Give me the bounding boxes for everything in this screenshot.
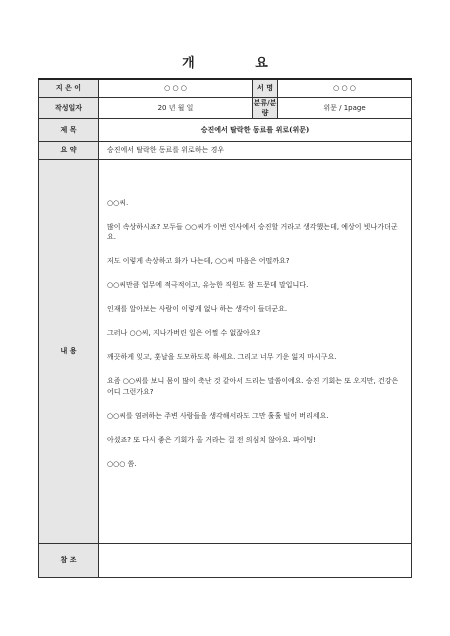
content-paragraph: 깨끗하게 잊고, 훗날을 도모하도록 하세요. 그리고 너무 기운 잃지 마시구요. [107, 353, 337, 361]
reference-value [99, 543, 412, 577]
author-row [39, 79, 412, 97]
content-paragraph: 많이 속상하시죠? 모두들 ○○씨가 이번 인사에서 승진할 거라고 생각했는데, 예상이 빗나가더군요. [107, 222, 398, 241]
content-body [99, 159, 412, 543]
date-label: 작성일자 [39, 97, 99, 118]
content-paragraph: ○○씨만큼 업무에 적극적이고, 유능한 직원도 참 드문데 말입니다. [107, 281, 309, 289]
author-label: 지 은 이 [39, 79, 99, 97]
content-paragraph: 그러나 ○○씨, 지나가버린 일은 어쩔 수 없잖아요? [107, 329, 261, 337]
date-value: 20 년 월 일 [99, 97, 253, 118]
category-label: 분류/분량 [253, 98, 277, 117]
summary-row [39, 141, 412, 159]
reviewer-value: ○ ○ ○ [278, 79, 412, 97]
reference-row [39, 543, 412, 577]
content-paragraph: 요즘 ○○씨를 보니 몸이 많이 축난 것 같아서 드리는 말씀이에요. 승진 기회는 또 오지만, 건강은 어디 그런가요? [107, 377, 399, 396]
content-paragraph: ○○씨를 염려하는 주변 사람들을 생각해서라도 그만 훌훌 털어 버리세요. [107, 411, 329, 420]
content-paragraph: 저도 이렇게 속상하고 화가 나는데, ○○씨 마음은 어떨까요? [107, 257, 290, 265]
subject-value: 승진에서 탈락한 동료를 위로(위문) [99, 118, 412, 141]
author-value: ○ ○ ○ [99, 79, 253, 97]
subject-row [39, 118, 412, 141]
content-paragraph: ○○씨. [107, 198, 129, 207]
document-table [38, 78, 412, 578]
reference-label: 참 조 [39, 543, 99, 577]
summary-label: 요 약 [39, 141, 99, 159]
summary-value: 승진에서 탈락한 동료를 위로하는 경우 [99, 141, 412, 159]
content-paragraph: ○○○ 씀. [107, 459, 137, 468]
category-value: 위문 / 1page [278, 97, 412, 118]
content-paragraph: 인재를 알아보는 사람이 이렇게 없나 하는 생각이 들더군요. [107, 305, 288, 313]
date-row [39, 97, 412, 118]
content-label: 내 용 [39, 159, 99, 543]
subject-label: 제 목 [39, 118, 99, 141]
document-title: 개 요 [182, 56, 296, 71]
content-row [39, 159, 412, 543]
reviewer-label: 서 명 [253, 79, 278, 97]
content-paragraph: 아셨죠? 또 다시 좋은 기회가 올 거라는 걸 전 의심치 않아요. 파이팅! [107, 435, 317, 444]
